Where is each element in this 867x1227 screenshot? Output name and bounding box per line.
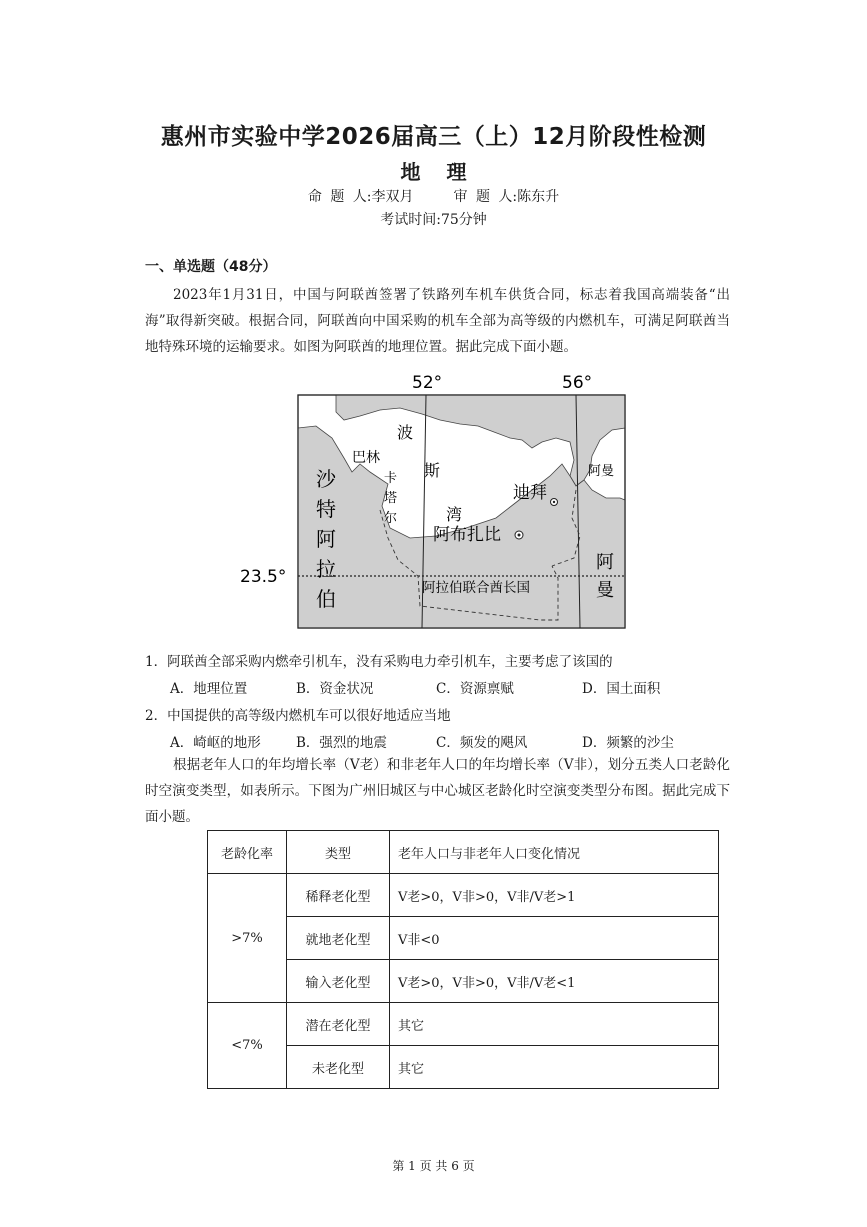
table-condition-cell: V老>0，V非>0，V非/V老<1 (390, 960, 719, 1003)
label-saudi-3: 阿 (316, 527, 336, 551)
table-header-cell: 老年人口与非老年人口变化情况 (390, 831, 719, 874)
label-lat-23-5: 23.5° (240, 567, 287, 587)
table-type-cell: 稀释老化型 (287, 874, 390, 917)
table-rate-cell: <7% (208, 1003, 287, 1089)
table-condition-cell: 其它 (390, 1046, 719, 1089)
q1-option-d[interactable]: D．国土面积 (582, 681, 661, 697)
label-abudhabi: 阿布扎比 (433, 525, 501, 545)
q1-option-b[interactable]: B．资金状况 (296, 681, 374, 697)
question-1-options (170, 677, 730, 697)
table-condition-cell: V非<0 (390, 917, 719, 960)
label-qatar-3: 尔 (384, 511, 398, 526)
table-type-cell: 就地老化型 (287, 917, 390, 960)
q2-option-c[interactable]: C．频发的飓风 (436, 735, 528, 751)
q1-option-a[interactable]: A．地理位置 (170, 681, 248, 697)
label-saudi-1: 沙 (316, 467, 336, 491)
label-qatar-2: 塔 (384, 491, 398, 506)
label-saudi-2: 特 (316, 497, 336, 521)
aging-type-table (207, 830, 719, 1089)
table-header-cell: 类型 (287, 831, 390, 874)
label-dubai: 迪拜 (513, 483, 547, 503)
uae-location-map (240, 368, 640, 636)
label-bahrain: 巴林 (352, 450, 380, 466)
page-footer: 第 1 页 共 6 页 (392, 1159, 475, 1173)
question-2-options (170, 731, 730, 751)
exam-time: 考试时间:75分钟 (380, 212, 487, 228)
question-1-stem: 1．阿联酋全部采购内燃牵引机车，没有采购电力牵引机车，主要考虑了该国的 (145, 654, 613, 670)
q2-option-d[interactable]: D．频繁的沙尘 (582, 735, 674, 751)
label-oman-2: 曼 (596, 580, 614, 601)
question-2-stem: 2．中国提供的高等级内燃机车可以很好地适应当地 (145, 708, 451, 724)
table-condition-cell: 其它 (390, 1003, 719, 1046)
label-oman-north: 阿曼 (588, 464, 615, 479)
table-header-row (208, 831, 719, 874)
q2-option-a[interactable]: A．崎岖的地形 (170, 735, 261, 751)
author-line (0, 186, 867, 206)
label-qatar-1: 卡 (384, 471, 398, 486)
table-type-cell: 未老化型 (287, 1046, 390, 1089)
table-row (208, 874, 719, 917)
table-row (208, 1003, 719, 1046)
table-condition-cell: V老>0，V非>0，V非/V老>1 (390, 874, 719, 917)
label-saudi-5: 伯 (316, 587, 336, 611)
table-header-cell: 老龄化率 (208, 831, 287, 874)
table-rate-cell: >7% (208, 874, 287, 1003)
passage-1: 2023年1月31日，中国与阿联酋签署了铁路列车机车供货合同，标志着我国高端装备“出海”取得新突破。根据合同，阿联酋向中国采购的机车全部为高等级的内燃机车，可满足阿联酋当地特殊环境的运输要求。如图为阿联酋的地理位置。据此完成下面小题。 (145, 287, 730, 355)
label-lon-52: 52° (412, 373, 443, 393)
label-persian-1: 波 (397, 423, 414, 442)
label-persian-2: 斯 (424, 461, 441, 480)
reviewer-label: 审 题 人:陈东升 (453, 189, 560, 205)
label-persian-3: 湾 (446, 505, 463, 524)
q1-option-c[interactable]: C．资源禀赋 (436, 681, 514, 697)
passage-2: 根据老年人口的年均增长率（V老）和非老年人口的年均增长率（V非），划分五类人口老龄化时空演变类型，如表所示。下图为广州旧城区与中心城区老龄化时空演变类型分布图。据此完成下面小题。 (145, 757, 730, 825)
label-lon-56: 56° (562, 373, 593, 393)
label-oman-1: 阿 (596, 552, 614, 573)
table-type-cell: 潜在老化型 (287, 1003, 390, 1046)
subject-title: 地理 (400, 160, 493, 184)
label-saudi-4: 拉 (316, 557, 336, 581)
author-label: 命 题 人:李双月 (307, 189, 414, 205)
table-type-cell: 输入老化型 (287, 960, 390, 1003)
section-heading: 一、单选题（48分） (145, 259, 277, 275)
label-uae: 阿拉伯联合酋长国 (422, 580, 530, 596)
page-title: 惠州市实验中学2026届高三（上）12月阶段性检测 (160, 124, 707, 150)
q2-option-b[interactable]: B．强烈的地震 (296, 735, 387, 751)
